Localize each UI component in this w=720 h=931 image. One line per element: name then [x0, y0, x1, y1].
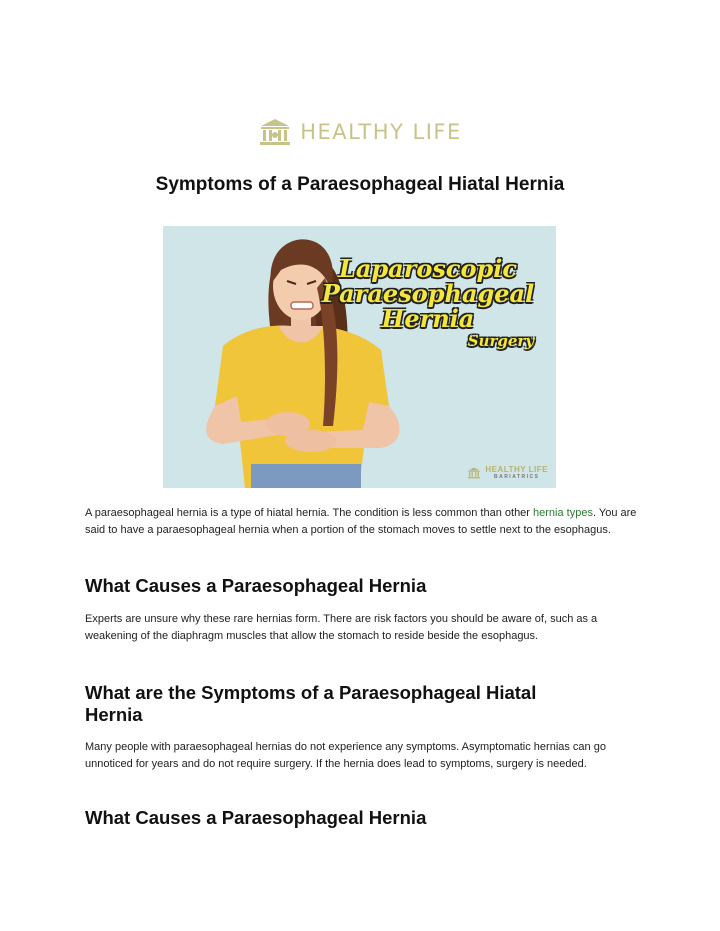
brand-logo — [0, 118, 720, 146]
hero-line-2: Paraesophageal — [321, 279, 535, 309]
heading-line-1 — [85, 682, 536, 703]
hero-brand-sub: BARIATRICS — [493, 474, 540, 480]
intro-text-1: A paraesophageal hernia is a type of hiatal hernia. The condition is less common than other — [85, 507, 534, 519]
intro-paragraph — [85, 505, 637, 539]
section-body-causes: Experts are unsure why these rare hernias form. There are risk factors you should be aware of, such as a weakening of the diaphragm muscles that allow the stomach to reside beside the esophagus. — [85, 613, 598, 642]
heading-word: are — [135, 682, 164, 703]
heading-word: the — [168, 682, 197, 703]
hero-image — [163, 226, 556, 488]
heading-word: Symptoms — [201, 682, 296, 703]
intro-text-2: . You are said to have a paraesophageal hernia when a portion of the stomach moves to settle next to the esophagus. — [85, 507, 637, 536]
temple-columns-icon — [258, 118, 292, 146]
section-heading-symptoms — [85, 682, 637, 726]
temple-columns-icon — [467, 467, 481, 479]
hero-line-1: Laparoscopic — [338, 254, 518, 283]
heading-word: What — [85, 682, 131, 703]
page-title: Symptoms of a Paraesophageal Hiatal Hernia — [155, 174, 565, 195]
hero-headline — [318, 256, 538, 349]
hero-brand-logo — [467, 465, 548, 480]
heading-line-2: Hernia — [85, 704, 143, 725]
section-heading-causes: What Causes a Paraesophageal Hernia — [85, 575, 427, 596]
hero-line-3: Hernia — [381, 304, 475, 334]
heading-word: Paraesophageal — [338, 682, 481, 703]
hero-brand-name: HEALTHY LIFE — [485, 465, 548, 474]
hernia-types-link[interactable]: hernia types — [533, 507, 593, 519]
section-body-symptoms: Many people with paraesophageal hernias do not experience any symptoms. Asymptomatic hernias can go unnoticed for years and do not require surgery. If the hernia does lead to symptoms, surgery is needed. — [85, 741, 606, 770]
heading-word: of — [300, 682, 319, 703]
heading-word: Hiatal — [485, 682, 537, 703]
section-heading-causes-2: What Causes a Paraesophageal Hernia — [85, 807, 427, 828]
logo-text: HEALTHY LIFE — [300, 120, 462, 144]
hero-line-4: Surgery — [467, 331, 534, 350]
heading-word: a — [323, 682, 334, 703]
